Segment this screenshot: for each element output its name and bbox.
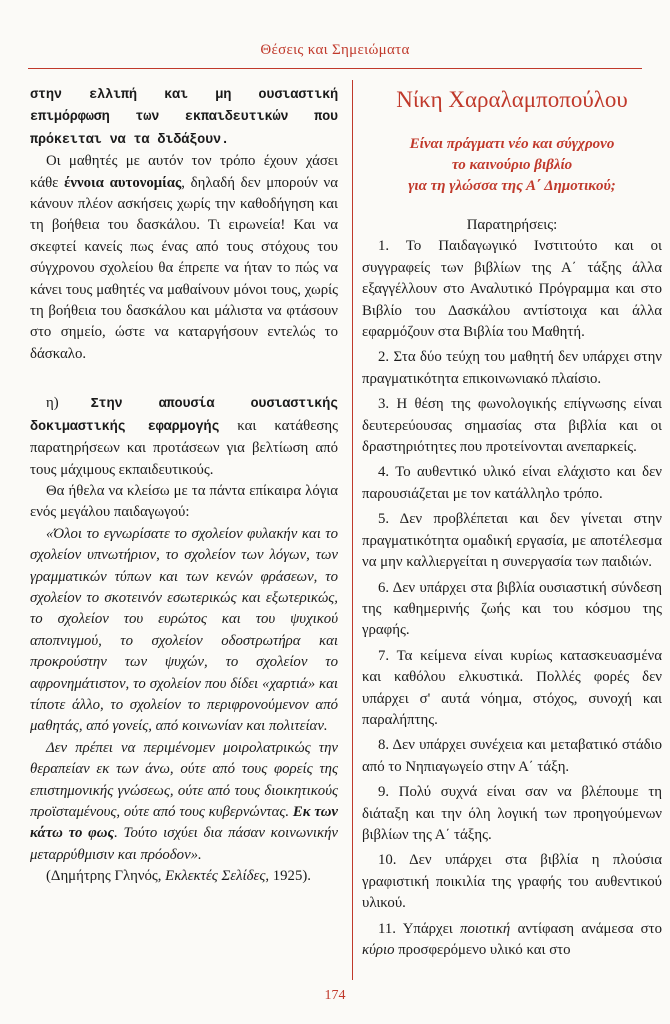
remark-item: 2. Στα δύο τεύχη του μαθητή δεν υπάρχει στην πραγματικότητα επικοινωνιακό πλαίσιο. bbox=[362, 349, 662, 387]
list-marker: η) bbox=[46, 395, 91, 412]
text-run: Οι μαθητές με αυτόν τον τρόπο έχουν χάσει κάθε bbox=[30, 153, 338, 191]
title-line: Είναι πράγματι νέο και σύγχρονο bbox=[409, 136, 615, 152]
citation bbox=[30, 866, 338, 887]
text-run: 11. Υπάρχει bbox=[378, 920, 461, 937]
text-run: Δεν πρέπει να περιμένομεν μοιρολατρικώς την θεραπείαν εκ των άνω, ούτε από τους φορείς της επιστημονικής γνώσεως, ούτε από τους διοικητικούς προϊσταμένους, ούτε από τους κυβερνώντας. bbox=[30, 739, 338, 820]
paragraph-point-eta bbox=[30, 393, 338, 481]
right-column bbox=[362, 84, 662, 961]
remark-item: 9. Πολύ συχνά είναι σαν να βλέπουμε τη διάταξη και την όλη λογική των προηγούμενων βιβλίων της Α΄ τάξης. bbox=[362, 784, 662, 843]
spacer bbox=[30, 365, 338, 393]
text-run: . Τούτο ισχύει δια πάσαν κοινωνικήν μεταρρύθμισιν και πρόοδον». bbox=[30, 825, 338, 863]
text-run: αντίφαση ανάμεσα στο bbox=[510, 920, 662, 937]
running-head: Θέσεις και Σημειώματα bbox=[260, 42, 410, 58]
bold-italic-text: Εκ των κάτω το φως bbox=[30, 804, 338, 842]
quote-paragraph-2 bbox=[30, 738, 338, 866]
remark-item: 8. Δεν υπάρχει συνέχεια και μεταβατικό στάδιο από το Νηπιαγωγείο στην Α΄ τάξη. bbox=[362, 737, 662, 775]
quote-paragraph-1: «Όλοι το εγνωρίσατε το σχολείον φυλακήν και το σχολείον υπνωτήριον, το σχολείον των λόγων, των γραμματικών τύπων και των κενών φράσεων, το σχολείον το σκοτεινόν εσωτερικώς και εξωτερικώς, το σχολείον του ευρώτος και του ψυχικού αποπνιγμού, το σχολείον οδοστρωτήρα και προκρούστην των ψυχών, το σχολείον το αφρονημάτιστον, το σχολείον που δίδει «χαρτιά» και τίποτε άλλο, το σχολείον το περιφρονούμενον από μαθητάς, από γονείς, από κοινωνίαν και πολιτείαν. bbox=[30, 525, 338, 735]
remark-item: 6. Δεν υπάρχει στα βιβλία ουσιαστική σύνδεση της καθημερινής ζωής και του κόσμου της γραφής. bbox=[362, 579, 662, 639]
italic-text: Εκλεκτές Σελίδες bbox=[165, 868, 266, 885]
paragraph-continuation bbox=[30, 84, 338, 151]
paragraph-autonomy bbox=[30, 151, 338, 365]
italic-text: ποιοτική bbox=[460, 920, 511, 937]
bold-text: στην ελλιπή και μη ουσιαστική επιμόρφωση των εκπαιδευτικών που πρόκειται να τα διδάξουν. bbox=[30, 88, 338, 148]
article-author: Νίκη Χαραλαμποπούλου bbox=[396, 87, 628, 112]
left-column bbox=[30, 84, 338, 888]
bold-text: έννοια αυτονομίας bbox=[64, 174, 182, 191]
remark-item: 1. Το Παιδαγωγικό Ινστιτούτο και οι συγγραφείς των βιβλίων της Α΄ τάξης άλλα εξαγγέλλουν στο Αναλυτικό Πρόγραμμα και στο Βιβλίο του Δασκάλου αντίστοιχα και άλλα εφαρμόζουν στα Βιβλία του Μαθητή. bbox=[362, 238, 662, 341]
remark-item: 5. Δεν προβλέπεται και δεν γίνεται στην πραγματικότητα ομαδική εργασία, με αποτέλεσμα να μην καλλιεργείται η συνεργασία των παιδιών. bbox=[362, 511, 662, 571]
title-line: το καινούριο βιβλίο bbox=[451, 157, 573, 173]
italic-text: κύριο bbox=[362, 942, 395, 958]
text-run: , δηλαδή δεν μπορούν να κάνουν πλέον ασκήσεις χωρίς την καθοδήγηση και τη βοήθεια του δασκάλου. Τι ειρωνεία! Και να σκεφτεί κανείς πως ένας από τους στόχους του σύγχρονου σχολείου θα έπρεπε να ήταν το πώς να κάνει τους μαθητές να μαθαίνουν μόνοι τους, χωρίς τη βοήθεια του δασκάλου και μάλιστα να φτάσουν στο σημείο, ώστε να καταργήσουν εντελώς το δάσκαλο. bbox=[30, 174, 338, 362]
remarks-heading: Παρατηρήσεις: bbox=[466, 217, 558, 233]
paragraph-closing-intro: Θα ήθελα να κλείσω με τα πάντα επίκαιρα λόγια ενός μεγάλου παιδαγωγού: bbox=[30, 482, 338, 521]
remark-item: 3. Η θέση της φωνολογικής επίγνωσης είναι δευτερεύουσας σημασίας στα βιβλία και οι δραστηριότητες που προτείνονται ανεπαρκείς. bbox=[362, 396, 662, 456]
text-run: (Δημήτρης Γληνός, bbox=[46, 868, 166, 885]
text-run: προσφερόμενο υλικό και στο bbox=[394, 942, 571, 958]
remark-item: 10. Δεν υπάρχει στα βιβλία η πλούσια γραφιστική ποικιλία της γραφής του αυθεντικού υλικού. bbox=[362, 852, 662, 912]
remark-item: 4. Το αυθεντικό υλικό είναι ελάχιστο και δεν παρουσιάζεται με τον κατάλληλο τρόπο. bbox=[362, 464, 662, 502]
header-rule bbox=[28, 68, 642, 69]
article-title bbox=[362, 134, 662, 197]
title-line: για τη γλώσσα της Α΄ Δημοτικού; bbox=[408, 178, 616, 194]
remark-item bbox=[362, 919, 662, 962]
bold-text: Στην απουσία ουσιαστικής δοκιμαστικής εφαρμογής bbox=[30, 397, 339, 435]
text-run: και κατάθεσης παρατηρήσεων και προτάσεων για βελτίωση από τους μάχιμους εκπαιδευτικούς. bbox=[30, 417, 338, 478]
page-number: 174 bbox=[324, 988, 346, 1003]
column-divider bbox=[352, 80, 353, 980]
text-run: , 1925). bbox=[265, 868, 311, 885]
remark-item: 7. Τα κείμενα είναι κυρίως κατασκευασμένα και καθόλου ελκυστικά. Πολλές φορές δεν υπάρχει σ' αυτά νόημα, στόχος, συνοχή και παραλήπτης. bbox=[362, 647, 662, 728]
